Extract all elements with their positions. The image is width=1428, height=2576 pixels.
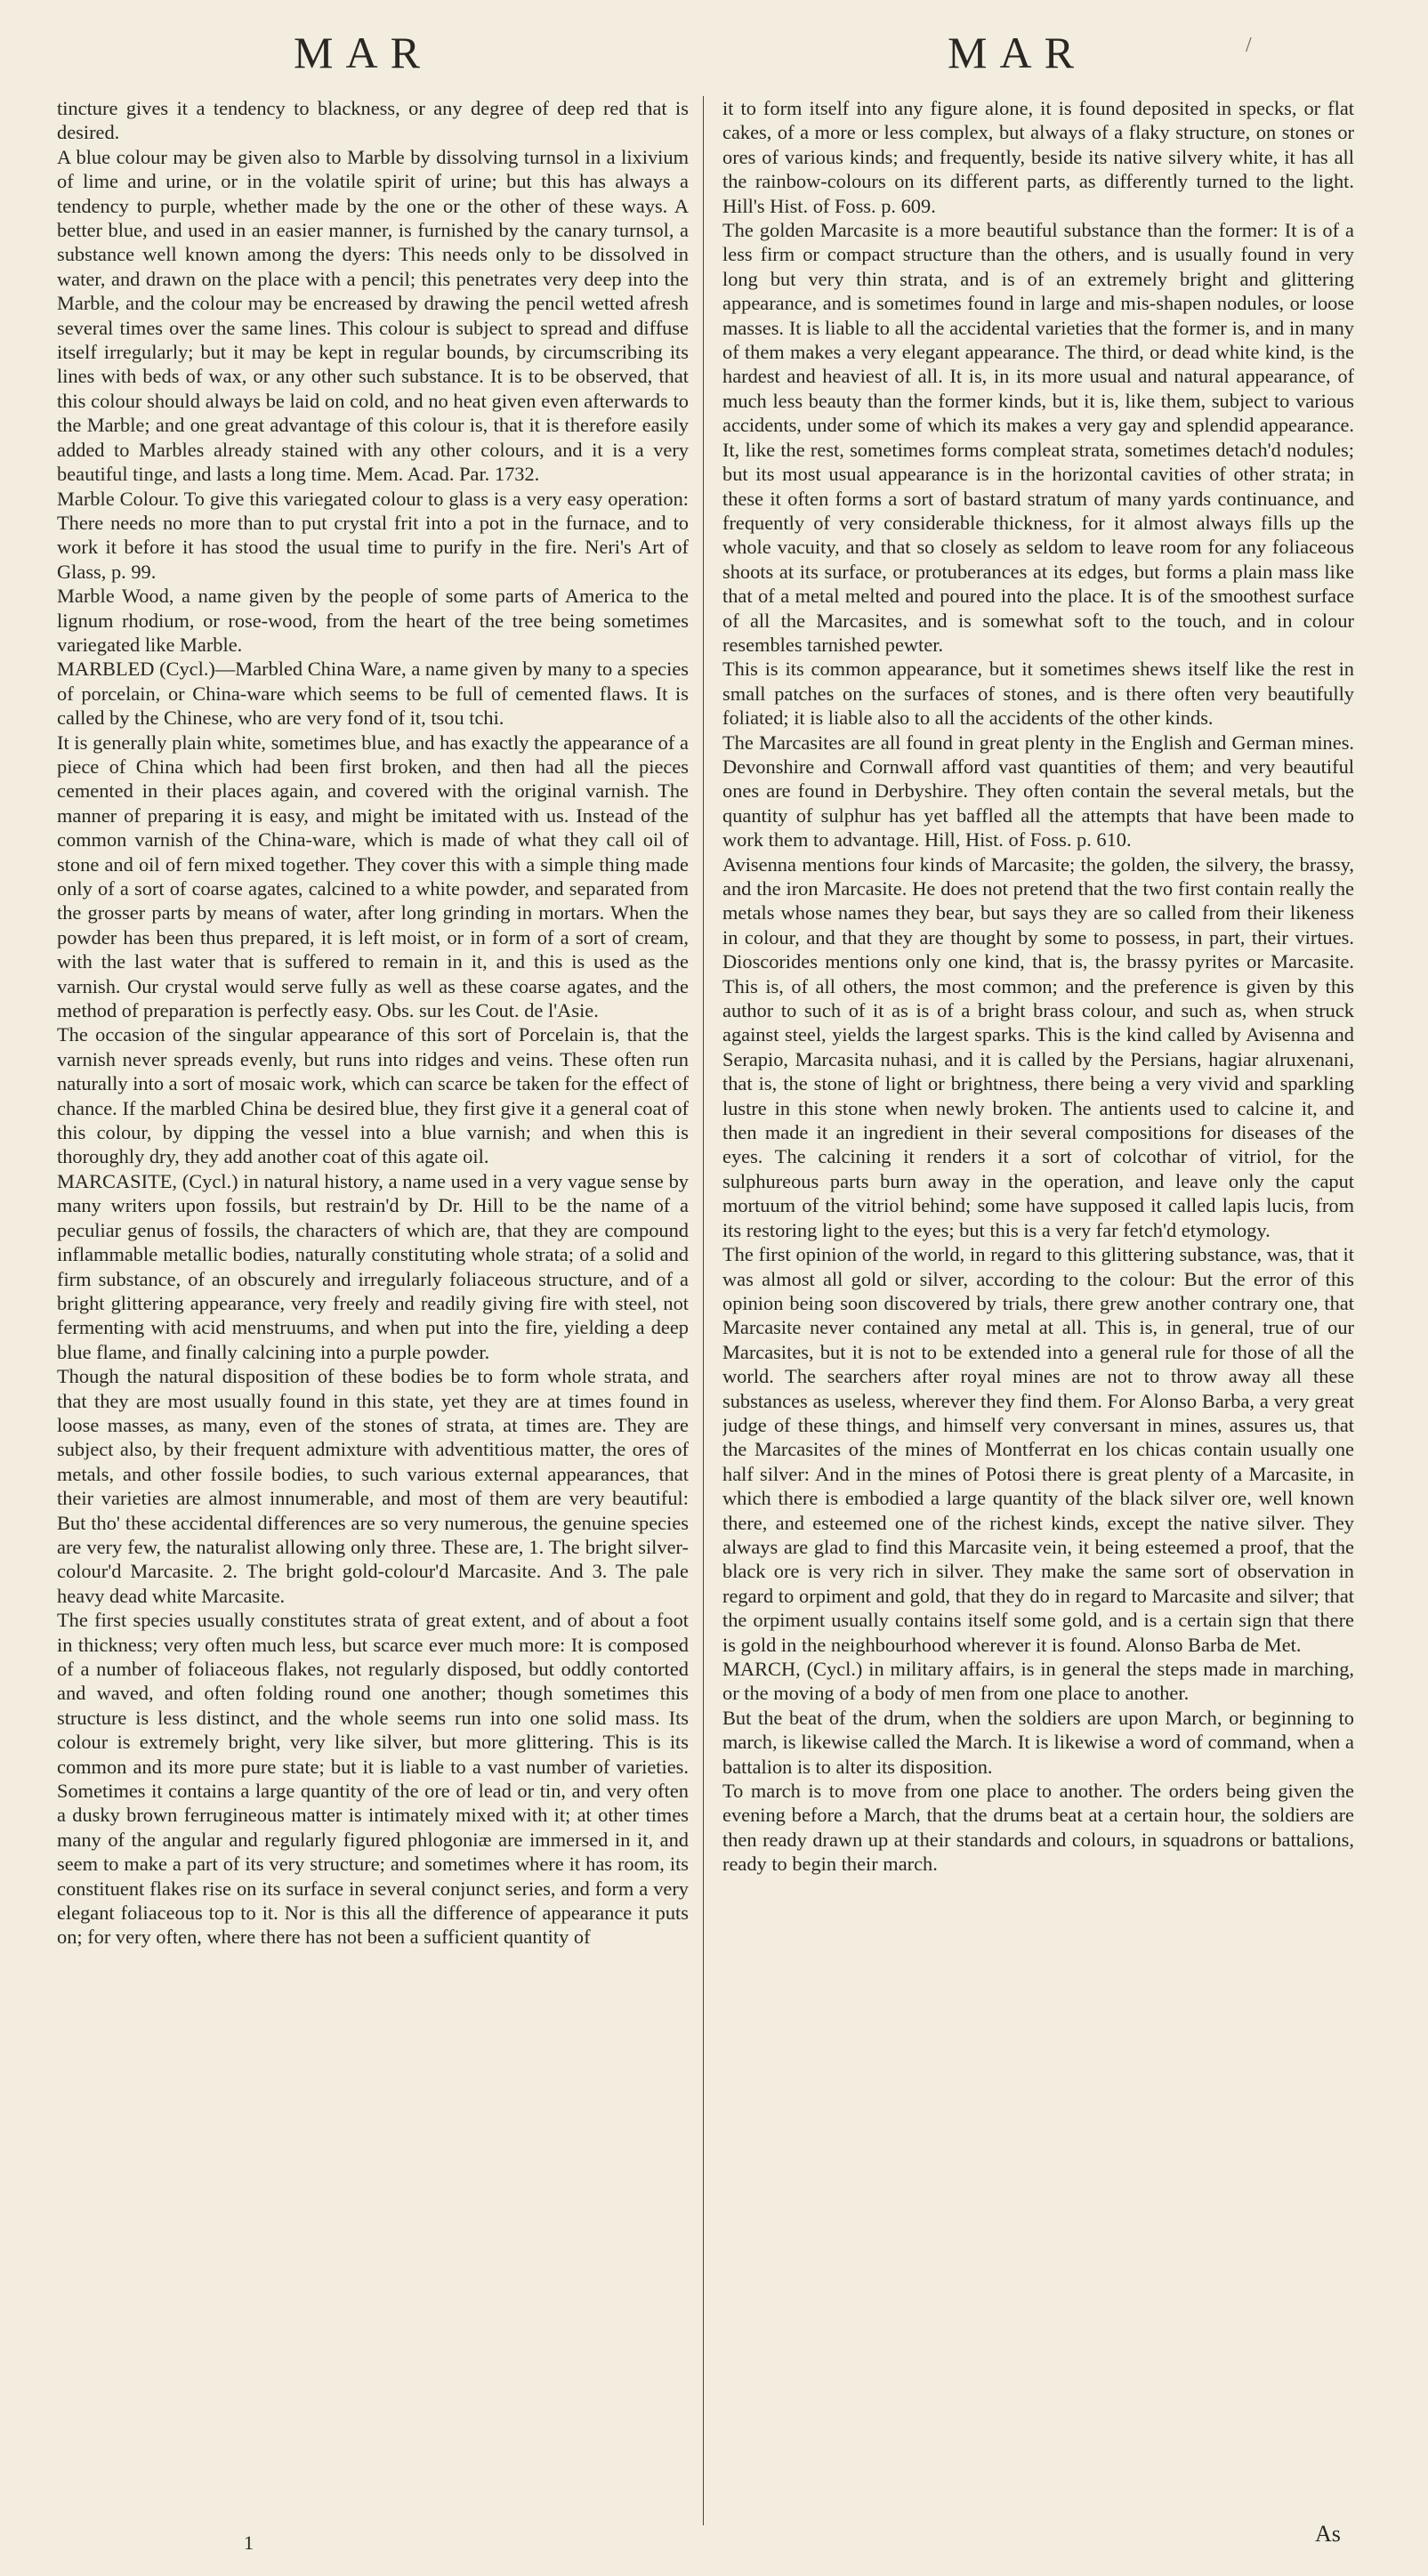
margin-mark: / bbox=[1246, 34, 1252, 57]
page-number: 1 bbox=[244, 2532, 254, 2554]
entry-march: MARCH, (Cycl.) in military affairs, is in general the steps made in marching, or the moving of a body of men from one place to another. bbox=[722, 1658, 1354, 1705]
entry-marble-colour: Marble Colour. To give this variegated colour to glass is a very easy operation: There needs no more than to put crystal frit into a pot in the furnace, and to work it before it has stood the usual time to purify in the fire. Neri's Art of Glass, p. 99. bbox=[57, 487, 689, 583]
paragraph: tincture gives it a tendency to blackness, or any degree of deep red that is desired. bbox=[57, 97, 689, 144]
paragraph: The first species usually constitutes strata of great extent, and of about a foot in thickness; very often much less, but scarce ever much more: It is composed of a number of foliaceous flakes, not regularly disposed, but oddly contorted and waved, and often folding round one another; though sometimes this structure is less distinct, and the whole seems run into one solid mass. Its colour is extremely bright, very like silver, but more glittering. This is its common and its more pure state; but it is liable to a vast number of varieties. Sometimes it contains a large quantity of the ore of lead or tin, and very often a dusky brown ferrugineous matter is intimately mixed with it; at other times many of the angular and regularly figured phlogoniæ are immersed in it, and seem to make a part of its very structure; and sometimes where it has room, its constituent flakes rise on its surface in several conjunct series, and form a very elegant foliaceous top to it. Nor is this all the difference of appearance it puts on; for very often, where there has not been a sufficient quantity of bbox=[57, 1609, 689, 1949]
left-column bbox=[57, 96, 689, 2525]
right-column bbox=[722, 96, 1354, 2525]
paragraph: The Marcasites are all found in great plenty in the English and German mines. Devonshire and Cornwall afford vast quantities of them; and very beautiful ones are found in Derbyshire. They often contain the several metals, but the quantity of sulphur has yet baffled all the attempts that have been made to work them to advantage. Hill, Hist. of Foss. p. 610. bbox=[722, 731, 1354, 852]
entry-marcasite: MARCASITE, (Cycl.) in natural history, a name used in a very vague sense by many writers upon fossils, but restrain'd by Dr. Hill to be the name of a peculiar genus of fossils, the characters of which are, that they are compound inflammable metallic bodies, naturally constituting whole strata; of a solid and firm substance, of an obscurely and irregularly foliaceous structure, and of a bright glittering appearance, very freely and readily giving fire with steel, not fermenting with acid menstruums, and when put into the fire, yielding a deep blue flame, and finally calcining into a purple powder. bbox=[57, 1169, 689, 1363]
running-head-right: MAR bbox=[948, 28, 1086, 77]
running-head-left: MAR bbox=[294, 28, 432, 77]
column-divider bbox=[703, 96, 704, 2525]
paragraph: it to form itself into any figure alone, it is found deposited in specks, or flat cakes, of a more or less complex, but always of a flaky structure, on stones or ores of various kinds; and frequently, beside its native silvery white, it has all the rainbow-colours on its different parts, as differently turned to the light. Hill's Hist. of Foss. p. 609. bbox=[722, 97, 1354, 217]
entry-marble-wood: Marble Wood, a name given by the people of some parts of America to the lignum rhodium, or rose-wood, from the heart of the tree being sometimes variegated like Marble. bbox=[57, 585, 689, 656]
paragraph: Though the natural disposition of these bodies be to form whole strata, and that they are most usually found in this state, yet they are at times found in loose masses, as many, even of the stones of strata, at times are. They are subject also, by their frequent admixture with adventitious matter, the ores of metals, and other fossile bodies, to such various external appearances, that their varieties are almost innumerable, and most of them are very beautiful: But tho' these accidental differences are so very numerous, the genuine species are very few, the naturalist allowing only three. These are, 1. The bright silver-colour'd Marcasite. 2. The bright gold-colour'd Marcasite. And 3. The pale heavy dead white Marcasite. bbox=[57, 1365, 689, 1607]
paragraph: The first opinion of the world, in regard to this glittering substance, was, that it was almost all gold or silver, according to the colour: But the error of this opinion being soon discovered by trials, there grew another contrary one, that Marcasite never contained any metal at all. This is, in general, true of our Marcasites, but it is not to be extended into a general rule for those of all the world. The searchers after royal mines are not to throw away all these substances as useless, wherever they find them. For Alonso Barba, a very great judge of these things, and himself very conversant in mines, assures us, that the Marcasites of the mines of Montferrat en los chicas contain usually one half silver: And in the mines of Potosi there is great plenty of a Marcasite, in which there is embodied a large quantity of the black silver ore, well known there, and esteemed one of the richest kinds, except the native silver. They always are glad to find this Marcasite vein, it being esteemed a proof, that the black ore is very rich in silver. They make the same sort of observation in regard to orpiment and gold, that they do in regard to Marcasite and silver; that the orpiment usually contains itself some gold, and is a certain sign that there is gold in the neighbourhood wherever it is found. Alonso Barba de Met. bbox=[722, 1243, 1354, 1656]
paragraph: It is generally plain white, sometimes blue, and has exactly the appearance of a piece of China which had been first broken, and then had all the pieces cemented in their places again, and covered with the original varnish. The manner of preparing it is easy, and might be imitated with us. Instead of the common varnish of the China-ware, which is made of what they call oil of stone and oil of fern mixed together. They cover this with a simple thing made only of a sort of coarse agates, calcined to a white powder, and separated from the grosser parts by means of water, after long grinding in mortars. When the powder has been thus prepared, it is left moist, or in form of a sort of cream, with the last water that is suffered to remain in it, and this is used as the varnish. Our crystal would serve fully as well as these coarse agates, and the method of preparation is perfectly easy. Obs. sur les Cout. de l'Asie. bbox=[57, 731, 689, 1022]
paragraph: A blue colour may be given also to Marble by dissolving turnsol in a lixivium of lime and urine, or in the volatile spirit of urine; but this has always a tendency to purple, whether made by the one or the other of these ways. A better blue, and used in an easier manner, is furnished by the canary turnsol, a substance well known among the dyers: This needs only to be dissolved in water, and drawn on the place with a pencil; this penetrates very deep into the Marble, and the colour may be encreased by drawing the pencil wetted afresh several times over the same lines. This colour is subject to spread and diffuse itself irregularly; but it may be kept in regular bounds, by circumscribing its lines with beds of wax, or any other such substance. It is to be observed, that this colour should always be laid on cold, and no heat given even afterwards to the Marble; and one great advantage of this colour is, that it is therefore easily added to Marbles already stained with any other colours, and it is a very beautiful tinge, and lasts a long time. Mem. Acad. Par. 1732. bbox=[57, 145, 689, 486]
paragraph: The occasion of the singular appearance of this sort of Porcelain is, that the varnish never spreads evenly, but runs into ridges and veins. These often run naturally into a sort of mosaic work, which can scarce be taken for the effect of chance. If the marbled China be desired blue, they first give it a general coat of this colour, by dipping the vessel into a blue varnish; and when this is thoroughly dry, they add another coat of this agate oil. bbox=[57, 1023, 689, 1168]
entry-marbled: MARBLED (Cycl.)—Marbled China Ware, a name given by many to a species of porcelain, or China-ware which seems to be full of cemented flaws. It is called by the Chinese, who are very fond of it, tsou tchi. bbox=[57, 658, 689, 730]
paragraph: To march is to move from one place to another. The orders being given the evening before a March, that the drums beat at a certain hour, the soldiers are then ready drawn up at their standards and colours, in squadrons or battalions, ready to begin their march. bbox=[722, 1780, 1354, 1876]
paragraph: The golden Marcasite is a more beautiful substance than the former: It is of a less firm or compact structure than the others, and is usually found in very long but very thin strata, and is of an extremely bright and glittering appearance, and is sometimes found in large and mis-shapen nodules, or loose masses. It is liable to all the accidental varieties that the former is, and in many of them makes a very elegant appearance. The third, or dead white kind, is the hardest and heaviest of all. It is, in its more usual and natural appearance, of much less beauty than the former kinds, but it is, like them, subject to various accidents, under some of which its makes a very gay and splendid appearance. It, like the rest, sometimes forms compleat strata, sometimes detach'd nodules; but its most usual appearance is in the horizontal cavities of other strata; in these it often forms a sort of bastard stratum of many yards continuance, and frequently of very considerable thickness, for it almost always fills up the whole vacuity, and that so closely as seldom to leave room for any foliaceous shoots at its surface, or protuberances at its edges, but forms a plain mass like that of a metal melted and poured into the place. It is of the smoothest surface of all the Marcasites, and is somewhat soft to the touch, and in colour resembles tarnished pewter. bbox=[722, 219, 1354, 656]
paragraph: But the beat of the drum, when the soldiers are upon March, or beginning to march, is likewise called the March. It is likewise a word of command, when a battalion is to alter its disposition. bbox=[722, 1706, 1354, 1778]
catchword: As bbox=[1315, 2521, 1341, 2547]
paragraph: This is its common appearance, but it sometimes shews itself like the rest in small patches on the surfaces of stones, and is there often very beautifully foliated; it is liable also to all the accidents of the other kinds. bbox=[722, 658, 1354, 730]
paragraph: Avisenna mentions four kinds of Marcasite; the golden, the silvery, the brassy, and the iron Marcasite. He does not pretend that the two first contain really the metals whose names they bear, but says they are so called from their likeness in colour, and that they are thought by some to possess, in part, their virtues. Dioscorides mentions only one kind, that is, the brassy pyrites or Marcasite. This is, of all others, the most common; and the preference is given by this author to such of it as is of a bright brass colour, and such as, when struck against steel, yields the largest sparks. This is the kind called by Avisenna and Serapio, Marcasita nuhasi, and it is called by the Persians, hagiar alruxenani, that is, the stone of light or brightness, there being a very vivid and sparkling lustre in this stone when newly broken. The antients used to calcine it, and then made it an ingredient in their several compositions for diseases of the eyes. The calcining it renders it a sort of colcothar of vitriol, for the sulphureous parts burn away in the operation, and leave only the caput mortuum of the vitriol behind; some have supposed it called lapis lucis, from its restoring light to the eyes; but this is a very far fetch'd etymology. bbox=[722, 852, 1354, 1241]
